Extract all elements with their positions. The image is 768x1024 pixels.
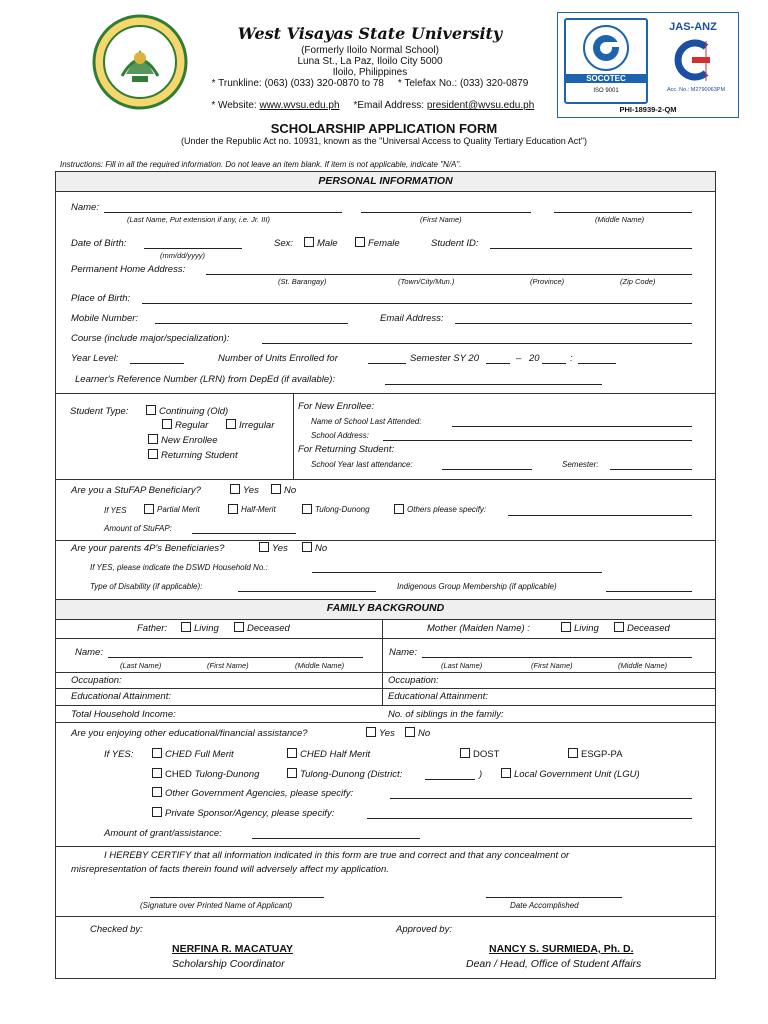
father-last-hint: (Last Name)	[120, 661, 162, 670]
dost-option[interactable]	[460, 749, 499, 760]
dob-hint: (mm/dd/yyyy)	[160, 251, 205, 260]
mother-deceased-option[interactable]	[614, 623, 670, 634]
sy-colon: :	[570, 353, 573, 364]
assistance-no-option[interactable]	[405, 728, 430, 739]
irregular-label: Irregular	[239, 420, 275, 431]
address-line-1: Luna St., La Paz, Iloilo City 5000	[297, 56, 443, 67]
mother-living-checkbox[interactable]	[561, 622, 571, 632]
others-option[interactable]	[394, 505, 486, 515]
middle-name-field[interactable]	[554, 212, 692, 213]
school-address-label: School Address:	[311, 431, 369, 440]
fourps-question: Are your parents 4P's Beneficiaries?	[71, 543, 225, 554]
province-hint: (Province)	[530, 277, 565, 286]
divider-assistance	[55, 722, 716, 723]
birthplace-label: Place of Birth:	[71, 293, 131, 304]
form-title: SCHOLARSHIP APPLICATION FORM	[270, 121, 498, 136]
private-option[interactable]	[152, 808, 334, 819]
father-deceased-option[interactable]	[234, 623, 290, 634]
stufap-no-label: No	[284, 485, 297, 496]
lgu-label: Local Government Unit (LGU)	[514, 769, 640, 780]
father-deceased-checkbox[interactable]	[234, 622, 244, 632]
family-row-3	[55, 688, 716, 689]
stufap-no-checkbox[interactable]	[271, 484, 281, 494]
family-section-title: FAMILY BACKGROUND	[326, 602, 445, 614]
family-row-2	[55, 672, 716, 673]
checker-name: NERFINA R. MACATUAY	[172, 943, 293, 955]
student-id-label: Student ID:	[431, 238, 479, 249]
mobile-field[interactable]	[155, 323, 348, 324]
ched-half-checkbox[interactable]	[287, 748, 297, 758]
assistance-if-yes: If YES:	[104, 749, 134, 760]
lrn-label: Learner's Reference Number (LRN) from DepEd (if available):	[75, 374, 335, 385]
half-merit-option[interactable]	[228, 505, 276, 515]
mother-deceased-checkbox[interactable]	[614, 622, 624, 632]
fourps-no-option[interactable]	[302, 543, 327, 554]
assistance-yes-label: Yes	[379, 728, 395, 739]
email-label: Email Address:	[380, 313, 444, 324]
tulong-district-label: Tulong-Dunong (District:	[300, 769, 403, 780]
others-field[interactable]	[508, 515, 692, 516]
last-name-hint: (Last Name, Put extension if any, i.e. Jr. III)	[127, 215, 270, 224]
date-accomplished-field[interactable]	[486, 897, 622, 898]
father-name-field[interactable]	[108, 657, 363, 658]
dswd-field[interactable]	[312, 572, 602, 573]
continuing-checkbox[interactable]	[146, 405, 156, 415]
email-label: *Email Address:	[353, 100, 427, 111]
male-option[interactable]	[304, 238, 338, 249]
others-label: Others please specify:	[407, 505, 487, 515]
disability-field[interactable]	[238, 591, 376, 592]
stufap-if-yes: If YES	[104, 506, 127, 515]
ched-tulong-checkbox[interactable]	[152, 768, 162, 778]
private-label: Private Sponsor/Agency, please specify:	[165, 808, 335, 819]
family-row-1	[55, 638, 716, 639]
school-year-label: School Year last attendance:	[311, 460, 413, 469]
sy-twenty: 20	[529, 353, 540, 364]
dswd-label: If YES, please indicate the DSWD Household No.:	[90, 563, 268, 572]
mobile-label: Mobile Number:	[71, 313, 139, 324]
year-level-field[interactable]	[130, 363, 184, 364]
partial-merit-label: Partial Merit	[157, 505, 200, 515]
ched-half-label: CHED Half Merit	[300, 749, 371, 760]
sy-start-field[interactable]	[486, 363, 510, 364]
course-field[interactable]	[262, 343, 692, 344]
stufap-amount-field[interactable]	[192, 533, 296, 534]
units-field[interactable]	[368, 363, 406, 364]
assistance-yes-checkbox[interactable]	[366, 727, 376, 737]
assistance-no-checkbox[interactable]	[405, 727, 415, 737]
assistance-question: Are you enjoying other educational/financial assistance?	[71, 728, 308, 739]
semester-field[interactable]	[578, 363, 616, 364]
ched-full-checkbox[interactable]	[152, 748, 162, 758]
semester-label: Semester SY 20	[410, 353, 480, 364]
family-row-4	[55, 705, 716, 706]
others-checkbox[interactable]	[394, 504, 404, 514]
tulong-district-option[interactable]	[287, 769, 402, 780]
zip-hint: (Zip Code)	[620, 277, 656, 286]
lrn-field[interactable]	[385, 384, 602, 385]
approver-title: Dean / Head, Office of Student Affairs	[466, 958, 642, 970]
web-email-line	[190, 89, 550, 111]
socotec-brand: SOCOTEC	[566, 74, 646, 83]
ched-half-option[interactable]	[287, 749, 370, 760]
female-option[interactable]	[355, 238, 400, 249]
student-type-label: Student Type:	[70, 406, 129, 417]
regular-label: Regular	[175, 420, 209, 431]
ched-full-option[interactable]	[152, 749, 234, 760]
divider-stufap	[55, 479, 716, 480]
returning-checkbox[interactable]	[148, 449, 158, 459]
ched-tulong-label: Tulong-Dunong	[194, 769, 260, 780]
lgu-option[interactable]	[501, 769, 640, 780]
regular-option[interactable]	[162, 420, 208, 431]
father-living-checkbox[interactable]	[181, 622, 191, 632]
jas-anz-title: JAS-ANZ	[669, 21, 717, 33]
student-id-field[interactable]	[490, 248, 692, 249]
other-gov-field[interactable]	[390, 798, 692, 799]
stufap-question: Are you a StuFAP Beneficiary?	[71, 485, 201, 496]
year-level-label: Year Level:	[71, 353, 119, 364]
esgp-label: ESGP-PA	[581, 749, 623, 760]
dob-field[interactable]	[144, 248, 242, 249]
first-name-hint: (First Name)	[420, 215, 462, 224]
school-last-label: Name of School Last Attended:	[311, 417, 422, 426]
father-living-label: Living	[194, 623, 219, 634]
family-vdivider	[382, 619, 383, 705]
half-merit-checkbox[interactable]	[228, 504, 238, 514]
fourps-yes-label: Yes	[272, 543, 288, 554]
stufap-yes-checkbox[interactable]	[230, 484, 240, 494]
tulong-district-checkbox[interactable]	[287, 768, 297, 778]
name-label: Name:	[71, 202, 99, 213]
fourps-no-label: No	[315, 543, 328, 554]
cert-code: PHI-18939-2-QM	[619, 105, 677, 114]
mother-first-hint: (First Name)	[531, 661, 573, 670]
returning-semester-label: Semester:	[562, 460, 599, 469]
barangay-hint: (St. Barangay)	[278, 277, 327, 286]
stufap-no-option[interactable]	[271, 485, 296, 496]
checker-title: Scholarship Coordinator	[172, 958, 285, 970]
instructions: Instructions: Fill in all the required information. Do not leave an item blank. If item is not applicable, indicate "N/A".	[60, 160, 462, 169]
email-link[interactable]: president@wvsu.edu.ph	[426, 100, 535, 111]
last-name-field[interactable]	[104, 212, 342, 213]
other-gov-option[interactable]	[152, 788, 353, 799]
student-type-vdivider	[293, 393, 294, 479]
disability-label: Type of Disability (if applicable):	[90, 582, 203, 591]
middle-name-hint: (Middle Name)	[595, 215, 645, 224]
divider-4ps	[55, 540, 716, 541]
returning-option[interactable]	[148, 450, 238, 461]
private-field[interactable]	[367, 818, 692, 819]
socotec-logo-icon	[566, 20, 646, 80]
father-label: Father:	[137, 623, 168, 634]
sy-dash: –	[516, 353, 522, 364]
units-label: Number of Units Enrolled for	[218, 353, 338, 364]
mother-last-hint: (Last Name)	[441, 661, 483, 670]
irregular-option[interactable]	[226, 420, 274, 431]
ched-tulong-option[interactable]	[152, 769, 259, 780]
father-first-hint: (First Name)	[207, 661, 249, 670]
male-label: Male	[317, 238, 338, 249]
website-link[interactable]: www.wvsu.edu.ph	[259, 100, 340, 111]
new-enrollee-label: New Enrollee	[161, 435, 218, 446]
mother-occupation-label: Occupation:	[388, 675, 439, 686]
father-occupation-label: Occupation:	[71, 675, 122, 686]
website-label: * Website:	[211, 100, 260, 111]
approver-name: NANCY S. SURMIEDA, Ph. D.	[489, 943, 634, 955]
lgu-checkbox[interactable]	[501, 768, 511, 778]
returning-label: Returning Student	[161, 450, 238, 461]
for-returning-label: For Returning Student:	[298, 444, 395, 455]
female-checkbox[interactable]	[355, 237, 365, 247]
signature-field[interactable]	[150, 897, 324, 898]
university-name: West Visayas State University	[237, 24, 503, 43]
father-living-option[interactable]	[181, 623, 219, 634]
continuing-option[interactable]	[146, 406, 228, 417]
stufap-yes-option[interactable]	[230, 485, 259, 496]
ched-full-label: CHED Full Merit	[165, 749, 234, 760]
regular-checkbox[interactable]	[162, 419, 172, 429]
grant-amount-label: Amount of grant/assistance:	[104, 828, 222, 839]
sex-label: Sex:	[274, 238, 294, 249]
phone-line: * Trunkline: (063) (033) 320-0870 to 78 * Telefax No.: (033) 320-0879	[211, 78, 529, 89]
first-name-field[interactable]	[361, 212, 531, 213]
esgp-checkbox[interactable]	[568, 748, 578, 758]
divider-signatories	[55, 916, 716, 917]
school-address-field[interactable]	[383, 440, 692, 441]
grant-amount-field[interactable]	[252, 838, 420, 839]
father-name-label: Name:	[75, 647, 103, 658]
acc-number: Acc. No.: M2790063PM	[666, 87, 726, 93]
other-gov-checkbox[interactable]	[152, 787, 162, 797]
indigenous-label: Indigenous Group Membership (if applicable)	[397, 582, 557, 591]
district-close-paren: )	[479, 769, 483, 780]
new-enrollee-checkbox[interactable]	[148, 434, 158, 444]
certify-line-1: I HEREBY CERTIFY that all information indicated in this form are true and correct and that any concealment or	[104, 850, 570, 861]
signature-hint: (Signature over Printed Name of Applicant)	[140, 901, 293, 910]
father-education-label: Educational Attainment:	[71, 691, 171, 702]
male-checkbox[interactable]	[304, 237, 314, 247]
tulong-option[interactable]	[302, 505, 370, 515]
email-field[interactable]	[455, 323, 692, 324]
university-seal	[92, 14, 188, 110]
income-label: Total Household Income:	[71, 709, 176, 720]
esgp-option[interactable]	[568, 749, 623, 760]
school-last-field[interactable]	[452, 426, 692, 427]
assistance-yes-option[interactable]	[366, 728, 395, 739]
fourps-yes-option[interactable]	[259, 543, 288, 554]
mother-middle-hint: (Middle Name)	[618, 661, 668, 670]
assistance-no-label: No	[418, 728, 431, 739]
certification-box	[557, 12, 739, 118]
certify-line-2: misrepresentation of facts therein found will adversely affect my application.	[71, 864, 389, 875]
mother-name-label: Name:	[389, 647, 417, 658]
form-subtitle: (Under the Republic Act no. 10931, known as the "Universal Access to Quality Tertiary Education Act")	[181, 136, 587, 146]
approved-by-label: Approved by:	[396, 924, 452, 935]
mother-living-option[interactable]	[561, 623, 599, 634]
email-gap	[340, 100, 354, 111]
iso-text: ISO 9001	[593, 88, 619, 94]
private-checkbox[interactable]	[152, 807, 162, 817]
irregular-checkbox[interactable]	[226, 419, 236, 429]
father-deceased-label: Deceased	[247, 623, 290, 634]
fourps-yes-checkbox[interactable]	[259, 542, 269, 552]
other-gov-label: Other Government Agencies, please specify:	[165, 788, 354, 799]
tulong-checkbox[interactable]	[302, 504, 312, 514]
formerly-text: (Formerly Iloilo Normal School)	[301, 45, 439, 56]
ched-prefix: CHED	[165, 769, 192, 780]
course-label: Course (include major/specialization):	[71, 333, 230, 344]
father-middle-hint: (Middle Name)	[295, 661, 345, 670]
for-new-label: For New Enrollee:	[298, 401, 375, 412]
dost-checkbox[interactable]	[460, 748, 470, 758]
mother-label: Mother (Maiden Name) :	[427, 623, 530, 634]
stufap-amount-label: Amount of StuFAP:	[104, 524, 172, 533]
new-enrollee-option[interactable]	[148, 435, 218, 446]
date-hint: Date Accomplished	[510, 901, 579, 910]
mother-education-label: Educational Attainment:	[388, 691, 488, 702]
half-merit-label: Half-Merit	[241, 505, 276, 515]
socotec-badge	[564, 18, 648, 104]
female-label: Female	[368, 238, 400, 249]
fourps-no-checkbox[interactable]	[302, 542, 312, 552]
divider-certify	[55, 846, 716, 847]
partial-merit-checkbox[interactable]	[144, 504, 154, 514]
dost-label: DOST	[473, 749, 500, 760]
district-field[interactable]	[425, 779, 475, 780]
checked-by-label: Checked by:	[90, 924, 143, 935]
mother-living-label: Living	[574, 623, 599, 634]
address-field[interactable]	[206, 274, 692, 275]
returning-semester-field[interactable]	[610, 469, 692, 470]
dob-label: Date of Birth:	[71, 238, 127, 249]
siblings-label: No. of siblings in the family:	[388, 709, 504, 720]
jas-anz-logo-icon	[670, 37, 716, 83]
address-label: Permanent Home Address:	[71, 264, 186, 275]
stufap-yes-label: Yes	[243, 485, 259, 496]
personal-section-title: PERSONAL INFORMATION	[318, 175, 453, 187]
partial-merit-option[interactable]	[144, 505, 200, 515]
school-year-field[interactable]	[442, 469, 532, 470]
address-line-2: Iloilo, Philippines	[332, 67, 408, 78]
mother-name-field[interactable]	[422, 657, 692, 658]
birthplace-field[interactable]	[142, 303, 692, 304]
mother-deceased-label: Deceased	[627, 623, 670, 634]
divider-student-type	[55, 393, 716, 394]
continuing-label: Continuing (Old)	[159, 406, 229, 417]
town-hint: (Town/City/Mun.)	[398, 277, 455, 286]
indigenous-field[interactable]	[606, 591, 692, 592]
tulong-label: Tulong-Dunong	[315, 505, 370, 515]
sy-end-field[interactable]	[542, 363, 566, 364]
